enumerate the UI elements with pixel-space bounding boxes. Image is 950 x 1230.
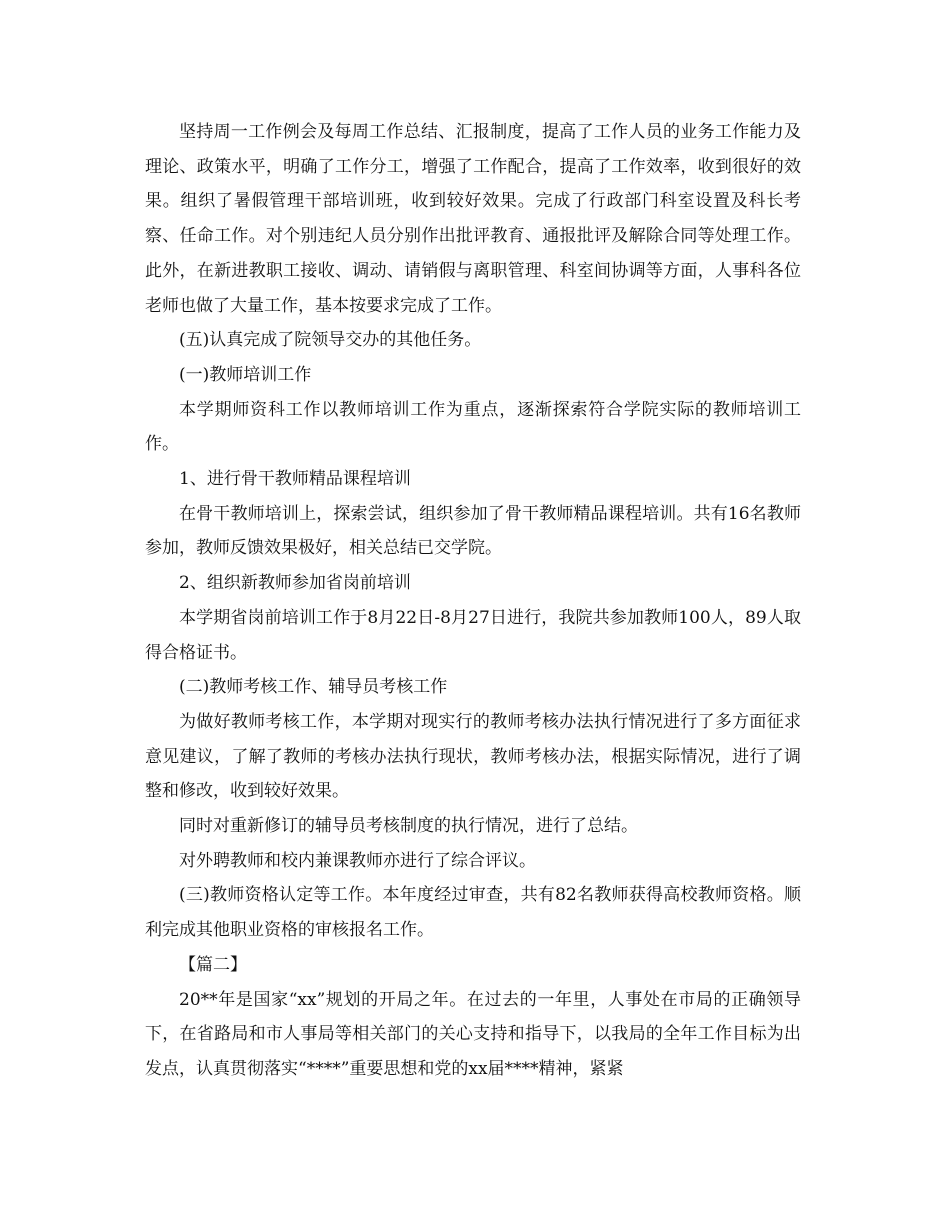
paragraph-qualification: (三)教师资格认定等工作。本年度经过审查，共有82名教师获得高校教师资格。顺利完成其他职业资格的审核报名工作。	[145, 885, 801, 941]
section-marker-part-two: 【篇二】	[179, 954, 247, 975]
subheading-backbone-training: 1、进行骨干教师精品课程培训	[179, 469, 411, 490]
paragraph-teacher-assessment: 为做好教师考核工作，本学期对现实行的教师考核办法执行情况进行了多方面征求意见建议，了解了教师的考核办法执行现状，教师考核办法，根据实际情况，进行了调整和修改，收到较好效果。	[145, 711, 801, 802]
heading-teacher-assessment: (二)教师考核工作、辅导员考核工作	[179, 677, 448, 698]
paragraph-backbone-training: 在骨干教师培训上，探索尝试，组织参加了骨干教师精品课程培训。共有16名教师参加，教师反馈效果极好，相关总结已交学院。	[145, 503, 801, 559]
subheading-new-teacher-training: 2、组织新教师参加省岗前培训	[179, 573, 411, 594]
document-body	[145, 115, 801, 1087]
paragraph-new-teacher-training: 本学期省岗前培训工作于8月22日-8月27日进行，我院共参加教师100人，89人取得合格证书。	[145, 607, 801, 663]
paragraph-training-focus: 本学期师资科工作以教师培训工作为重点，逐渐探索符合学院实际的教师培训工作。	[145, 399, 801, 455]
paragraph-external-teachers: 对外聘教师和校内兼课教师亦进行了综合评议。	[179, 850, 536, 871]
paragraph-part-two-intro: 20**年是国家“xx”规划的开局之年。在过去的一年里，人事处在市局的正确领导下，在省路局和市人事局等相关部门的关心支持和指导下，以我局的全年工作目标为出发点，认真贯彻落实“****”重要思想和党的xx届****精神，紧紧	[145, 989, 801, 1079]
paragraph-counselor-assessment: 同时对重新修订的辅导员考核制度的执行情况，进行了总结。	[179, 816, 638, 837]
paragraph-item-5: (五)认真完成了院领导交办的其他任务。	[179, 330, 482, 351]
paragraph-work-summary: 坚持周一工作例会及每周工作总结、汇报制度，提高了工作人员的业务工作能力及理论、政策水平，明确了工作分工，增强了工作配合，提高了工作效率，收到很好的效果。组织了暑假管理干部培训班，收到较好效果。完成了行政部门科室设置及科长考察、任命工作。对个别违纪人员分别作出批评教育、通报批评及解除合同等处理工作。此外，在新进教职工接收、调动、请销假与离职管理、科室间协调等方面，人事科各位老师也做了大量工作，基本按要求完成了工作。	[145, 122, 801, 316]
heading-teacher-training: (一)教师培训工作	[179, 364, 312, 385]
